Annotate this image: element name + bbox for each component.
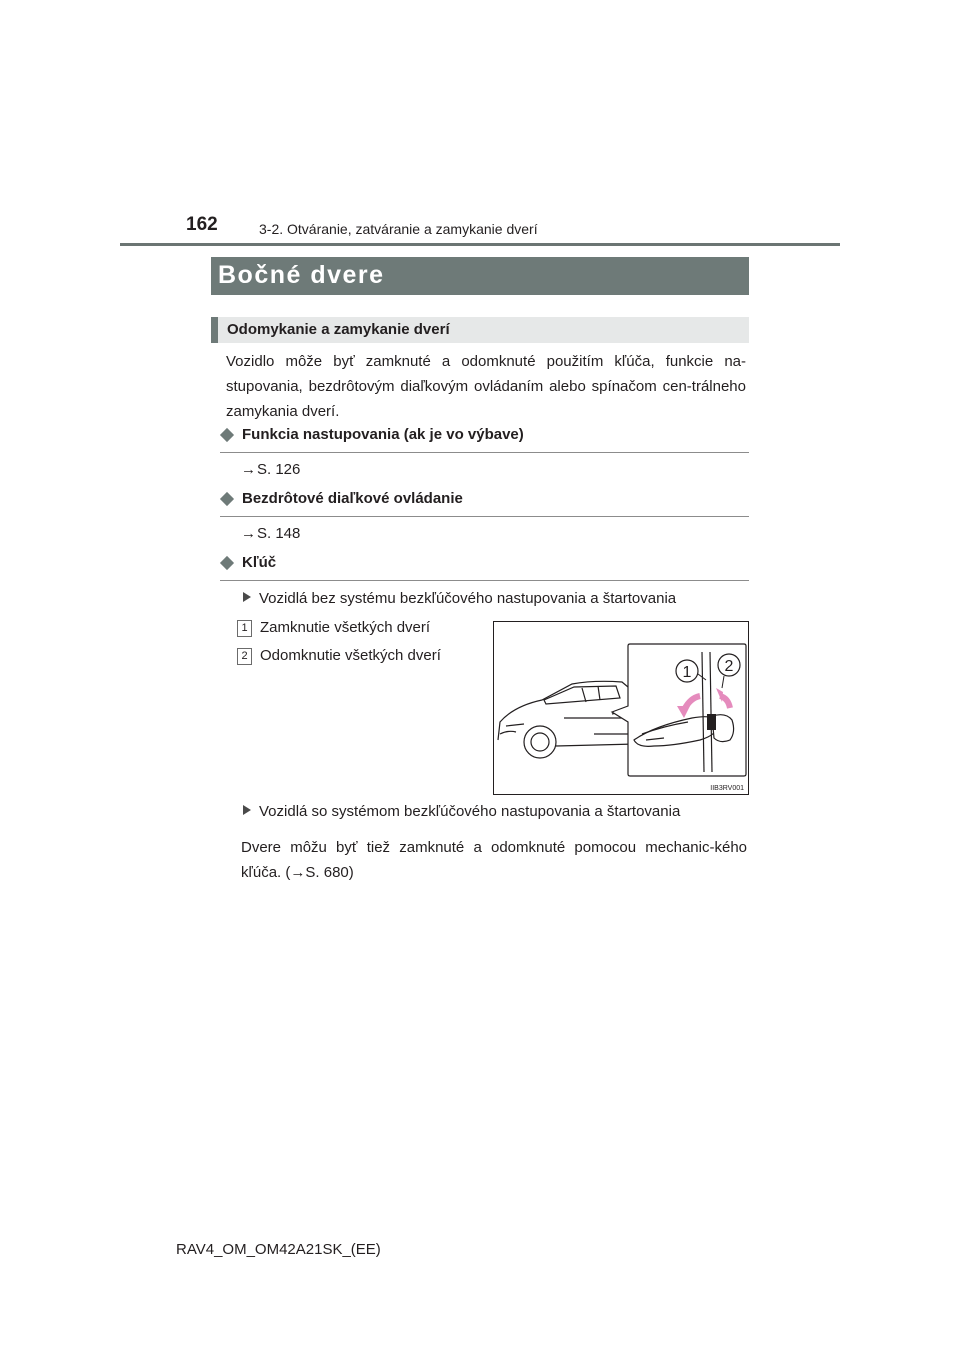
- manual-code-footer: RAV4_OM_OM42A21SK_(EE): [176, 1241, 381, 1258]
- item-heading-text: Bezdrôtové diaľkové ovládanie: [242, 490, 463, 507]
- page-number: 162: [186, 214, 218, 235]
- section-reference: 3-2. Otváranie, zatváranie a zamykanie dverí: [259, 221, 538, 237]
- step-text: Odomknutie všetkých dverí: [260, 647, 441, 664]
- callout-1-label: 1: [682, 664, 692, 681]
- condition-with-system: [243, 803, 680, 820]
- diamond-bullet-icon: [220, 428, 234, 442]
- figure-code: IIB3RV001: [710, 785, 744, 792]
- page-link-mechanical-key[interactable]: [290, 864, 353, 881]
- item-heading-wireless-remote: [220, 492, 749, 517]
- step-unlock-all: [237, 647, 441, 665]
- condition-text: Vozidlá so systémom bezkľúčového nastupovania a štartovania: [259, 803, 681, 820]
- page-link-entry-function[interactable]: [241, 461, 300, 478]
- car-outline: [498, 681, 636, 758]
- mechanical-key-note: [241, 835, 747, 885]
- triangle-bullet-icon: [243, 592, 251, 602]
- page-ref-text: S. 126: [257, 461, 301, 478]
- step-number-badge: 1: [237, 620, 252, 637]
- condition-without-system: [243, 590, 676, 607]
- triangle-bullet-icon: [243, 805, 251, 815]
- arrow-right-icon: →: [241, 461, 256, 478]
- item-heading-key: [220, 556, 749, 581]
- step-number-badge: 2: [237, 648, 252, 665]
- intro-paragraph: Vozidlo môže byť zamknuté a odomknuté použitím kľúča, funkcie na-stupovania, bezdrôtovým diaľkovým ovládaním alebo spínačom cen-trálneho zamykania dverí.: [226, 353, 746, 420]
- watermark: carmanualsonline.info: [756, 1339, 894, 1354]
- condition-text: Vozidlá bez systému bezkľúčového nastupovania a štartovania: [259, 590, 677, 607]
- diamond-bullet-icon: [220, 556, 234, 570]
- callout-2-label: 2: [724, 658, 734, 675]
- header-rule: [120, 243, 840, 246]
- item-heading-text: Kľúč: [242, 554, 277, 571]
- door-key-illustration: [493, 621, 749, 795]
- page-link-wireless-remote[interactable]: [241, 525, 300, 542]
- item-heading-text: Funkcia nastupovania (ak je vo výbave): [242, 426, 524, 443]
- subsection-title: Odomykanie a zamykanie dverí: [211, 317, 749, 343]
- arrow-right-icon: →: [241, 525, 256, 542]
- page-ref-text: S. 680): [305, 864, 354, 881]
- page-title: Bočné dvere: [211, 257, 749, 295]
- note-text: Dvere môžu byť tiež zamknuté a odomknuté pomocou mechanic-kého kľúča. (: [241, 839, 747, 881]
- car-door-lock-diagram: [494, 622, 748, 794]
- diamond-bullet-icon: [220, 492, 234, 506]
- arrow-right-icon: →: [290, 864, 306, 881]
- item-heading-entry-function: [220, 428, 749, 453]
- step-lock-all: [237, 619, 430, 637]
- page-ref-text: S. 148: [257, 525, 301, 542]
- step-text: Zamknutie všetkých dverí: [260, 619, 431, 636]
